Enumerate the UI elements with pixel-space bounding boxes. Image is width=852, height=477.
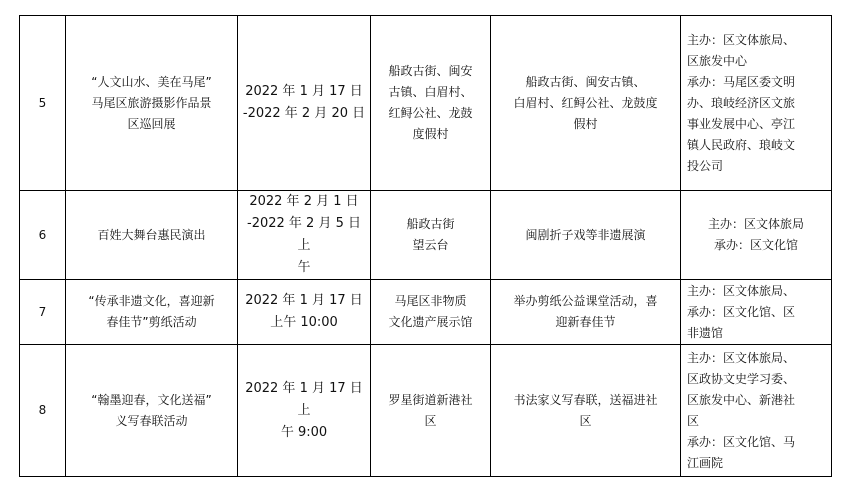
activity-time: 2022 年 1 月 17 日 上午 10:00 [238,280,371,345]
activity-content: 书法家义写春联，送福进社 区 [491,345,681,477]
activity-name: “传承非遗文化，喜迎新 春佳节”剪纸活动 [66,280,238,345]
activity-organizer: 主办：区文体旅局、 承办：区文化馆、区 非遗馆 [681,280,832,345]
activity-content: 船政古街、闽安古镇、 白眉村、红鲟公社、龙鼓度 假村 [491,16,681,191]
activity-content: 闽剧折子戏等非遗展演 [491,191,681,280]
row-number: 8 [20,345,66,477]
table-row [20,191,832,280]
activity-organizer: 主办：区文体旅局、 区政协文史学习委、 区旅发中心、新港社 区 承办：区文化馆、马 江画院 [681,345,832,477]
row-number: 5 [20,16,66,191]
table-row [20,16,832,191]
activity-content: 举办剪纸公益课堂活动，喜 迎新春佳节 [491,280,681,345]
row-number: 6 [20,191,66,280]
activity-venue: 船政古街、闽安 古镇、白眉村、 红鲟公社、龙鼓 度假村 [371,16,491,191]
activity-time: 2022 年 2 月 1 日 -2022 年 2 月 5 日上 午 [238,191,371,280]
activity-venue: 罗星街道新港社 区 [371,345,491,477]
table-row [20,345,832,477]
activity-venue: 船政古街 望云台 [371,191,491,280]
activity-organizer: 主办：区文体旅局、 区旅发中心 承办：马尾区委文明 办、琅岐经济区文旅 事业发展中心、亭江 镇人民政府、琅岐文 投公司 [681,16,832,191]
row-number: 7 [20,280,66,345]
activity-name: “人文山水、美在马尾” 马尾区旅游摄影作品景 区巡回展 [66,16,238,191]
activity-organizer: 主办：区文体旅局 承办：区文化馆 [681,191,832,280]
activity-name: 百姓大舞台惠民演出 [66,191,238,280]
activity-time: 2022 年 1 月 17 日 -2022 年 2 月 20 日 [238,16,371,191]
activity-name: “翰墨迎春，文化送福” 义写春联活动 [66,345,238,477]
activity-time: 2022 年 1 月 17 日上 午 9:00 [238,345,371,477]
activity-table [19,15,832,477]
table-row [20,280,832,345]
activity-venue: 马尾区非物质 文化遗产展示馆 [371,280,491,345]
